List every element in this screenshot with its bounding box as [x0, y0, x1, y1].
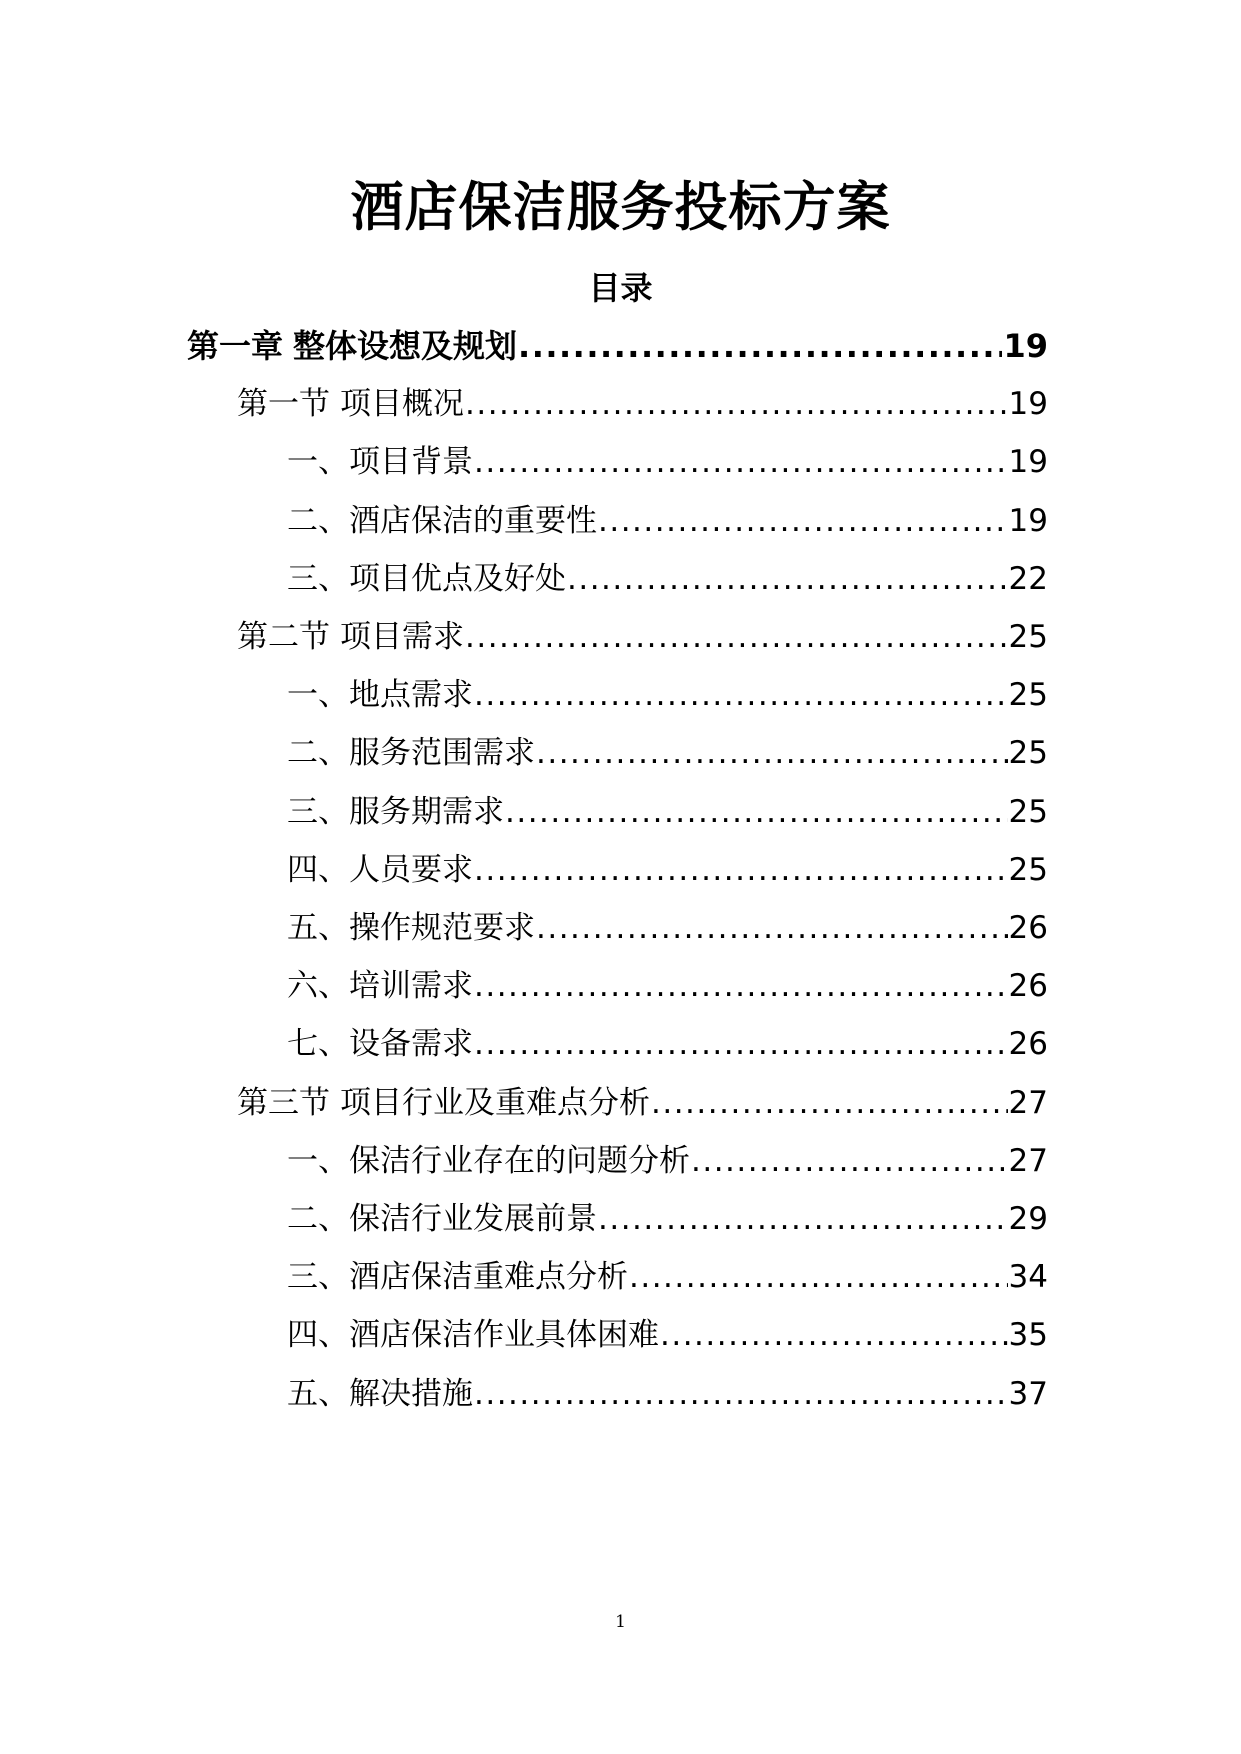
toc-entry-text [237, 381, 464, 427]
toc-entry-page: 25 [1008, 794, 1048, 830]
toc-entry-text [187, 323, 517, 369]
toc-dot-leader [505, 789, 1008, 835]
toc-entry-page: 35 [1008, 1317, 1048, 1353]
toc-entry-page: 27 [1008, 1143, 1048, 1179]
toc-dot-leader [474, 963, 1008, 1009]
toc-entry-page: 26 [1008, 1026, 1048, 1062]
toc-entry-label: 项目概况 [340, 386, 464, 422]
toc-entry-label: 四、酒店保洁作业具体困难 [287, 1317, 659, 1353]
toc-entry-page: 19 [1008, 444, 1048, 480]
toc-entry[interactable] [287, 963, 1048, 1009]
toc-entry-label: 项目需求 [340, 619, 464, 655]
toc-entry-page: 25 [1008, 677, 1048, 713]
toc-entry-text [287, 730, 535, 776]
toc-entry-text [287, 1371, 473, 1417]
toc-entry[interactable] [287, 1021, 1048, 1067]
toc-entry-text [237, 1080, 650, 1126]
toc-entry-label: 七、设备需求 [287, 1026, 473, 1062]
toc-dot-leader [598, 1196, 1008, 1242]
toc-entry-text [287, 905, 535, 951]
toc-dot-leader [660, 1312, 1008, 1358]
toc-entry-label: 项目行业及重难点分析 [340, 1085, 650, 1121]
toc-entry-text [287, 1254, 628, 1300]
toc-entry[interactable] [287, 439, 1048, 485]
toc-entry[interactable] [187, 323, 1048, 369]
toc-entry[interactable] [287, 498, 1048, 544]
toc-entry-label: 整体设想及规划 [293, 327, 518, 365]
toc-entry-text [287, 439, 473, 485]
toc-entry-label: 三、酒店保洁重难点分析 [287, 1259, 628, 1295]
toc-entry[interactable] [237, 614, 1048, 660]
toc-dot-leader [536, 730, 1008, 776]
toc-dot-leader [518, 323, 1002, 369]
toc-entry-page: 25 [1008, 735, 1048, 771]
toc-entry[interactable] [287, 730, 1048, 776]
toc-entry-label: 一、项目背景 [287, 444, 473, 480]
toc-entry-text [287, 672, 473, 718]
toc-entry[interactable] [287, 672, 1048, 718]
toc-entry-page: 27 [1008, 1085, 1048, 1121]
toc-entry[interactable] [287, 1138, 1048, 1184]
toc-entry-page: 19 [1008, 386, 1048, 422]
toc-entry[interactable] [287, 1254, 1048, 1300]
toc-entry-text [287, 1312, 659, 1358]
toc-entry-page: 25 [1008, 619, 1048, 655]
toc-entry-page: 19 [1003, 327, 1048, 365]
toc-entry-number: 第三节 [237, 1085, 330, 1121]
toc-entry-page: 37 [1008, 1376, 1048, 1412]
toc-dot-leader [474, 847, 1008, 893]
toc-entry-text [287, 1196, 597, 1242]
toc-entry-label: 六、培训需求 [287, 968, 473, 1004]
toc-dot-leader [598, 498, 1008, 544]
toc-entry-label: 二、保洁行业发展前景 [287, 1201, 597, 1237]
toc-heading: 目录 [588, 269, 653, 307]
toc-entry-page: 26 [1008, 968, 1048, 1004]
toc-dot-leader [474, 1371, 1008, 1417]
toc-entry-label: 二、服务范围需求 [287, 735, 535, 771]
toc-entry-page: 25 [1008, 852, 1048, 888]
toc-entry-page: 19 [1008, 503, 1048, 539]
toc-entry-number: 第一节 [237, 386, 330, 422]
toc-dot-leader [474, 1021, 1008, 1067]
toc-dot-leader [465, 614, 1008, 660]
toc-entry-label: 三、项目优点及好处 [287, 561, 566, 597]
toc-entry-page: 22 [1008, 561, 1048, 597]
toc-entry-text [287, 1138, 690, 1184]
document-title: 酒店保洁服务投标方案 [350, 177, 891, 238]
toc-entry-label: 一、保洁行业存在的问题分析 [287, 1143, 690, 1179]
toc-entry-page: 29 [1008, 1201, 1048, 1237]
toc-dot-leader [567, 556, 1008, 602]
toc-dot-leader [691, 1138, 1008, 1184]
toc-entry-number: 第二节 [237, 619, 330, 655]
toc-entry-label: 四、人员要求 [287, 852, 473, 888]
toc-entry-text [287, 556, 566, 602]
toc-dot-leader [629, 1254, 1008, 1300]
toc-entry-label: 三、服务期需求 [287, 794, 504, 830]
toc-entry-number: 第一章 [187, 327, 284, 365]
toc-entry[interactable] [287, 789, 1048, 835]
toc-entry[interactable] [237, 1080, 1048, 1126]
toc-entry-text [287, 963, 473, 1009]
toc-dot-leader [465, 381, 1008, 427]
toc-entry[interactable] [287, 847, 1048, 893]
toc-entry[interactable] [287, 1371, 1048, 1417]
toc-entry-label: 五、解决措施 [287, 1376, 473, 1412]
toc-dot-leader [536, 905, 1008, 951]
toc-entry-text [287, 498, 597, 544]
toc-entry-page: 26 [1008, 910, 1048, 946]
toc-entry-label: 一、地点需求 [287, 677, 473, 713]
toc-entry[interactable] [287, 556, 1048, 602]
toc-dot-leader [474, 672, 1008, 718]
toc-entry-text [287, 1021, 473, 1067]
toc-entry[interactable] [287, 1312, 1048, 1358]
toc-entry-text [287, 789, 504, 835]
toc-entry[interactable] [287, 1196, 1048, 1242]
toc-dot-leader [474, 439, 1008, 485]
toc-entry[interactable] [287, 905, 1048, 951]
toc-entry-label: 五、操作规范要求 [287, 910, 535, 946]
toc-entry-page: 34 [1008, 1259, 1048, 1295]
toc-entry[interactable] [237, 381, 1048, 427]
toc-entry-text [237, 614, 464, 660]
toc-dot-leader [651, 1080, 1008, 1126]
toc-entry-label: 二、酒店保洁的重要性 [287, 503, 597, 539]
page-number: 1 [615, 1612, 626, 1632]
toc-entry-text [287, 847, 473, 893]
